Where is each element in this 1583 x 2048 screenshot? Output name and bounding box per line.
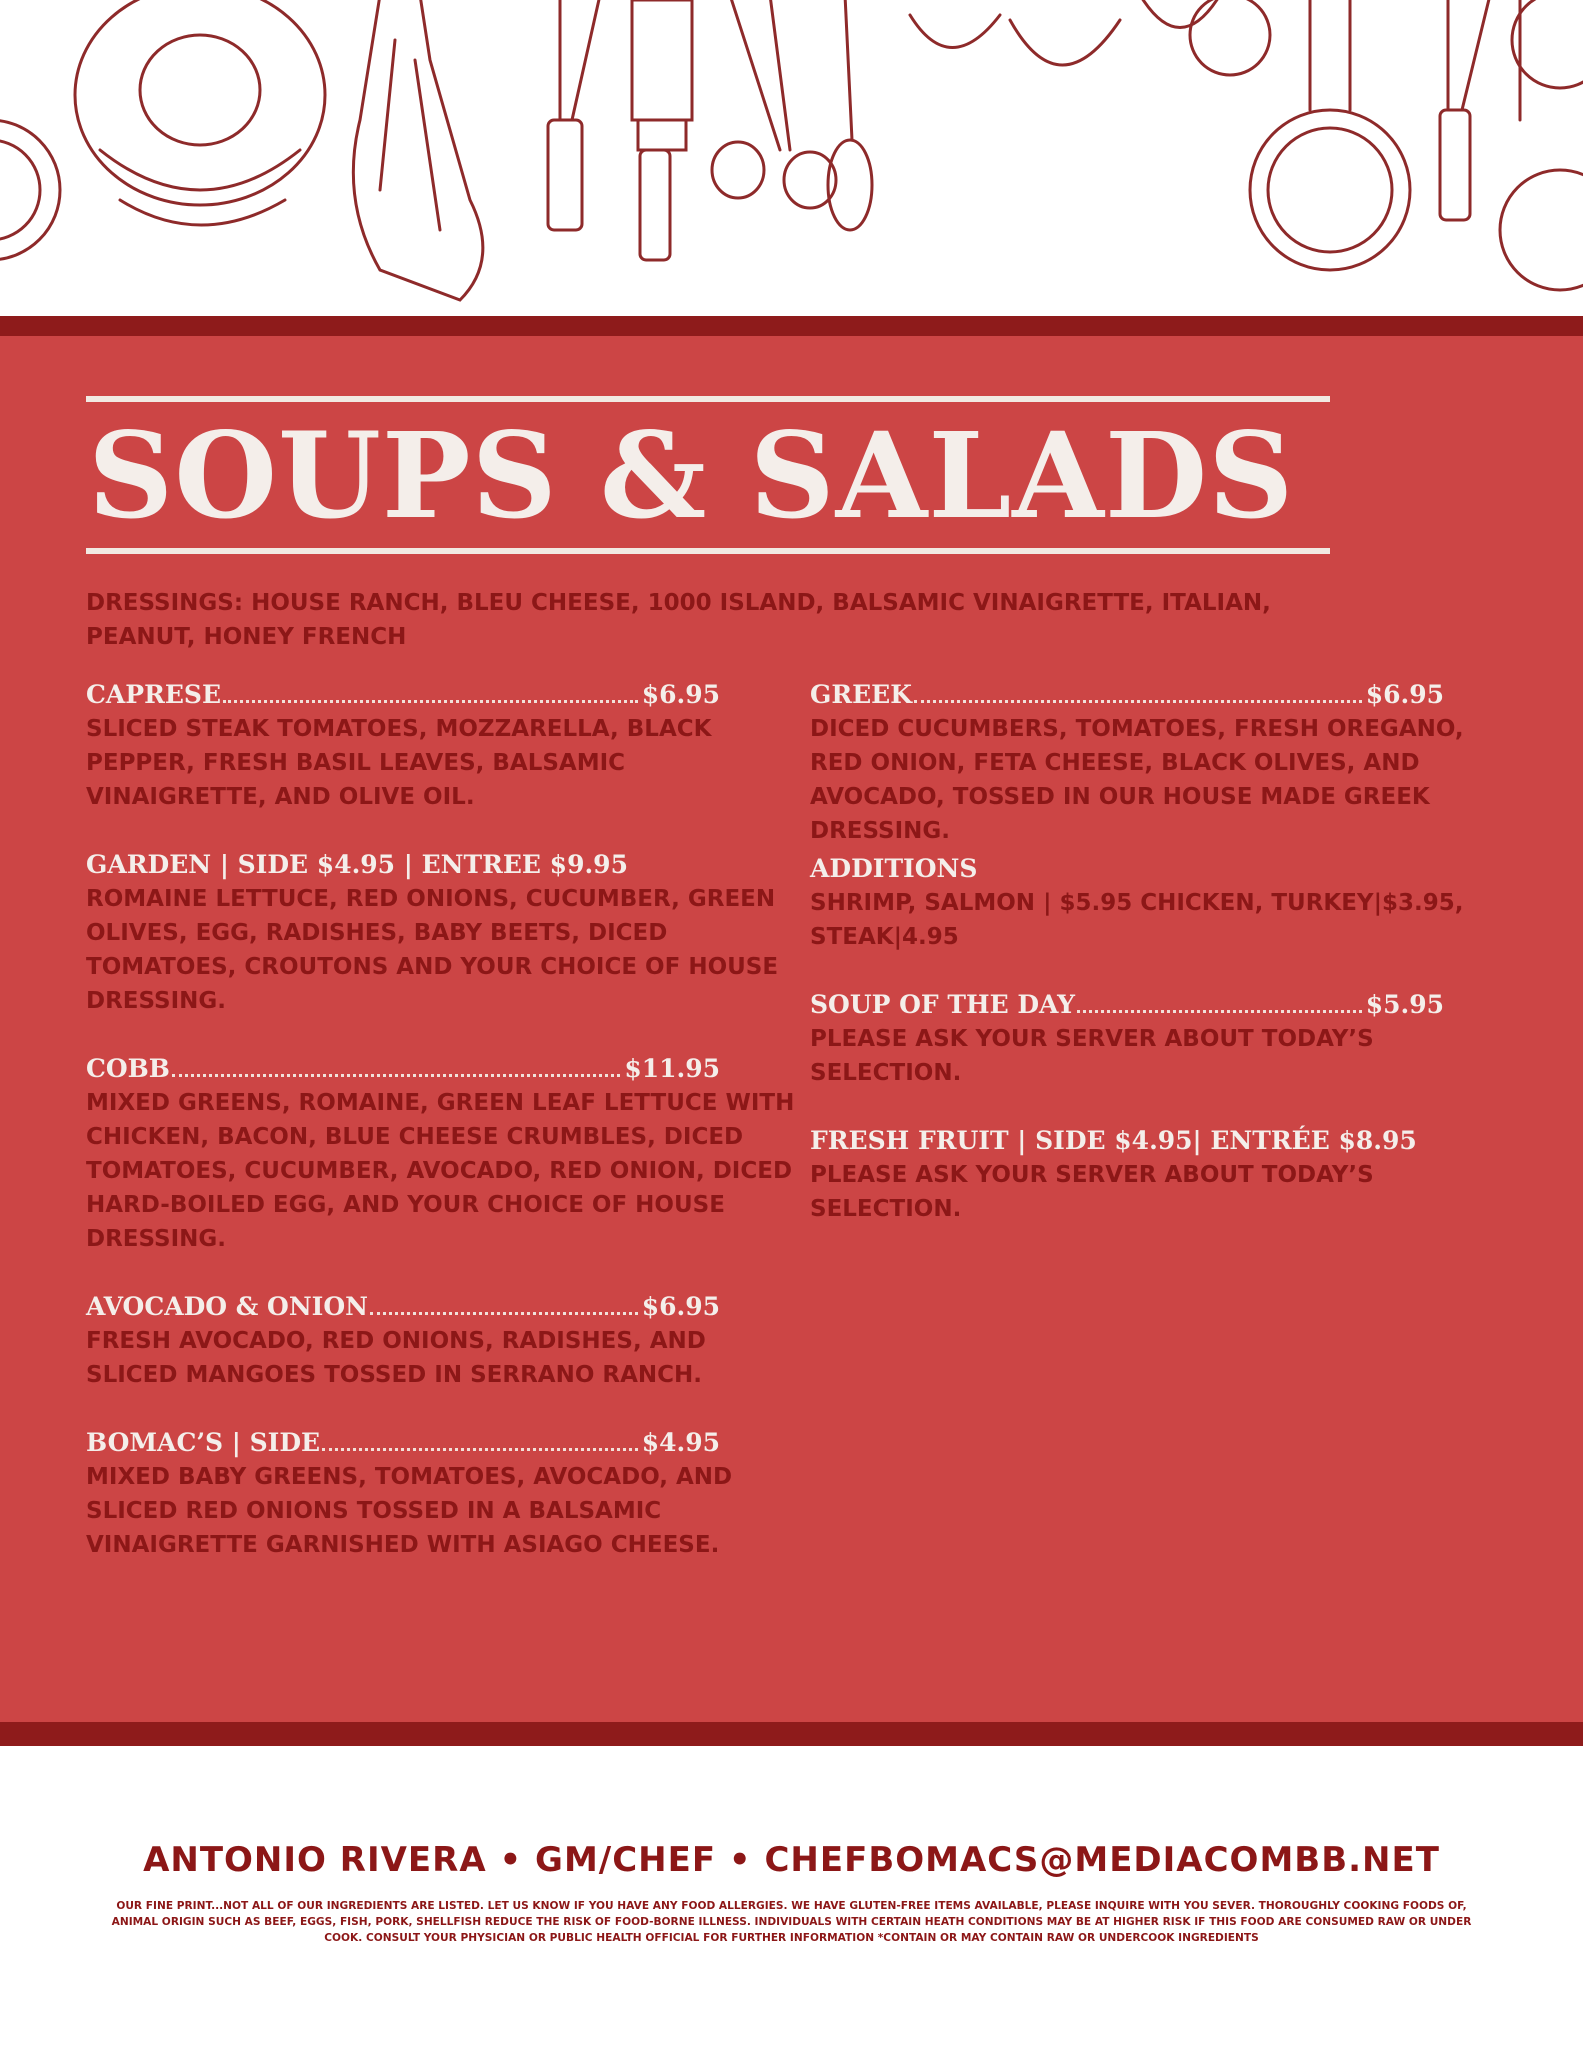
- menu-item-additions: [810, 852, 1500, 954]
- item-name: GREEK: [810, 680, 912, 709]
- menu-item-garden: [86, 848, 779, 1018]
- item-name: CAPRESE: [86, 680, 222, 709]
- item-price: $5.95: [1365, 990, 1444, 1019]
- kitchen-utensil-illustration: [0, 0, 1583, 316]
- item-price: $11.95: [624, 1054, 720, 1083]
- menu-item-bomacs: [86, 1426, 776, 1562]
- item-description: DICED CUCUMBERS, TOMATOES, FRESH OREGANO, RED ONION, FETA CHEESE, BLACK OLIVES, AND AVOCADO, TOSSED IN OUR HOUSE MADE GREEK DRESSING.: [810, 716, 1464, 844]
- item-description: SHRIMP, SALMON | $5.95 CHICKEN, TURKEY|$3.95, STEAK|4.95: [810, 890, 1464, 950]
- item-description: SLICED STEAK TOMATOES, MOZZARELLA, BLACK PEPPER, FRESH BASIL LEAVES, BALSAMIC VINAIGRETTE, AND OLIVE OIL.: [86, 716, 712, 810]
- item-price: $6.95: [641, 680, 720, 709]
- page-title: SOUPS & SALADS: [88, 406, 1295, 545]
- dressings-list: DRESSINGS: HOUSE RANCH, BLEU CHEESE, 1000 ISLAND, BALSAMIC VINAIGRETTE, ITALIAN, PEANUT, HONEY FRENCH: [86, 590, 1271, 650]
- menu-item-fresh-fruit: [810, 1124, 1500, 1226]
- menu-item-avocado-onion: [86, 1290, 776, 1392]
- item-name: GARDEN | SIDE $4.95 | ENTREE $9.95: [86, 850, 628, 879]
- item-name: BOMAC’S | SIDE: [86, 1428, 321, 1457]
- item-description: FRESH AVOCADO, RED ONIONS, RADISHES, AND SLICED MANGOES TOSSED IN SERRANO RANCH.: [86, 1328, 706, 1388]
- bottom-band: [0, 1722, 1583, 1746]
- title-rule-top: [86, 396, 1330, 402]
- dot-leader: [370, 1312, 638, 1315]
- dot-leader: [1077, 1010, 1362, 1013]
- top-band: [0, 316, 1583, 336]
- item-description: PLEASE ASK YOUR SERVER ABOUT TODAY’S SELECTION.: [810, 1162, 1374, 1222]
- item-name: AVOCADO & ONION: [86, 1292, 368, 1321]
- item-price: $6.95: [1365, 680, 1444, 709]
- title-block: [86, 396, 1330, 554]
- menu-item-caprese: [86, 678, 776, 814]
- item-description: PLEASE ASK YOUR SERVER ABOUT TODAY’S SELECTION.: [810, 1026, 1374, 1086]
- item-name: COBB: [86, 1054, 170, 1083]
- contact-line: ANTONIO RIVERA • GM/CHEF • CHEFBOMACS@MEDIACOMBB.NET: [143, 1840, 1440, 1880]
- title-rule-bottom: [86, 548, 1330, 554]
- menu-item-cobb: [86, 1052, 795, 1256]
- dot-leader: [914, 700, 1362, 703]
- menu-item-soup-of-the-day: [810, 988, 1500, 1090]
- right-column: [810, 678, 1500, 1226]
- footer: [0, 1746, 1583, 2048]
- dot-leader: [322, 1448, 638, 1451]
- dot-leader: [223, 700, 638, 703]
- item-name: ADDITIONS: [810, 854, 978, 883]
- item-description: MIXED GREENS, ROMAINE, GREEN LEAF LETTUCE WITH CHICKEN, BACON, BLUE CHEESE CRUMBLES, DICED TOMATOES, CUCUMBER, AVOCADO, RED ONION, DICED HARD-BOILED EGG, AND YOUR CHOICE OF HOUSE DRESSING.: [86, 1090, 795, 1252]
- item-name: FRESH FRUIT | SIDE $4.95| ENTRÉE $8.95: [810, 1126, 1417, 1155]
- menu-panel: [0, 316, 1583, 1746]
- item-description: MIXED BABY GREENS, TOMATOES, AVOCADO, AND SLICED RED ONIONS TOSSED IN A BALSAMIC VINAIGRETTE GARNISHED WITH ASIAGO CHEESE.: [86, 1464, 733, 1558]
- fine-print: OUR FINE PRINT...NOT ALL OF OUR INGREDIENTS ARE LISTED. LET US KNOW IF YOU HAVE ANY FOOD ALLERGIES. WE HAVE GLUTEN-FREE ITEMS AVAILABLE, PLEASE INQUIRE WITH YOU SEVER. THOROUGHLY COOKING FOODS OF, ANIMAL ORIGIN SUCH AS BEEF, EGGS, FISH, PORK, SHELLFISH REDUCE THE RISK OF FOOD-BORNE ILLNESS. INDIVIDUALS WITH CERTAIN HEATH CONDITIONS MAY BE AT HIGHER RISK IF THIS FOOD ARE CONSUMED RAW OR UNDER COOK. CONSULT YOUR PHYSICIAN OR PUBLIC HEALTH OFFICIAL FOR FURTHER INFORMATION *CONTAIN OR MAY CONTAIN RAW OR UNDERCOOK INGREDIENTS: [111, 1900, 1472, 1944]
- item-name: SOUP OF THE DAY: [810, 990, 1076, 1019]
- dot-leader: [172, 1074, 620, 1077]
- left-column: [86, 678, 795, 1562]
- item-price: $4.95: [641, 1428, 720, 1457]
- item-description: ROMAINE LETTUCE, RED ONIONS, CUCUMBER, GREEN OLIVES, EGG, RADISHES, BABY BEETS, DICED TOMATOES, CROUTONS AND YOUR CHOICE OF HOUSE DRESSING.: [86, 886, 779, 1014]
- item-price: $6.95: [641, 1292, 720, 1321]
- menu-item-greek: [810, 678, 1500, 848]
